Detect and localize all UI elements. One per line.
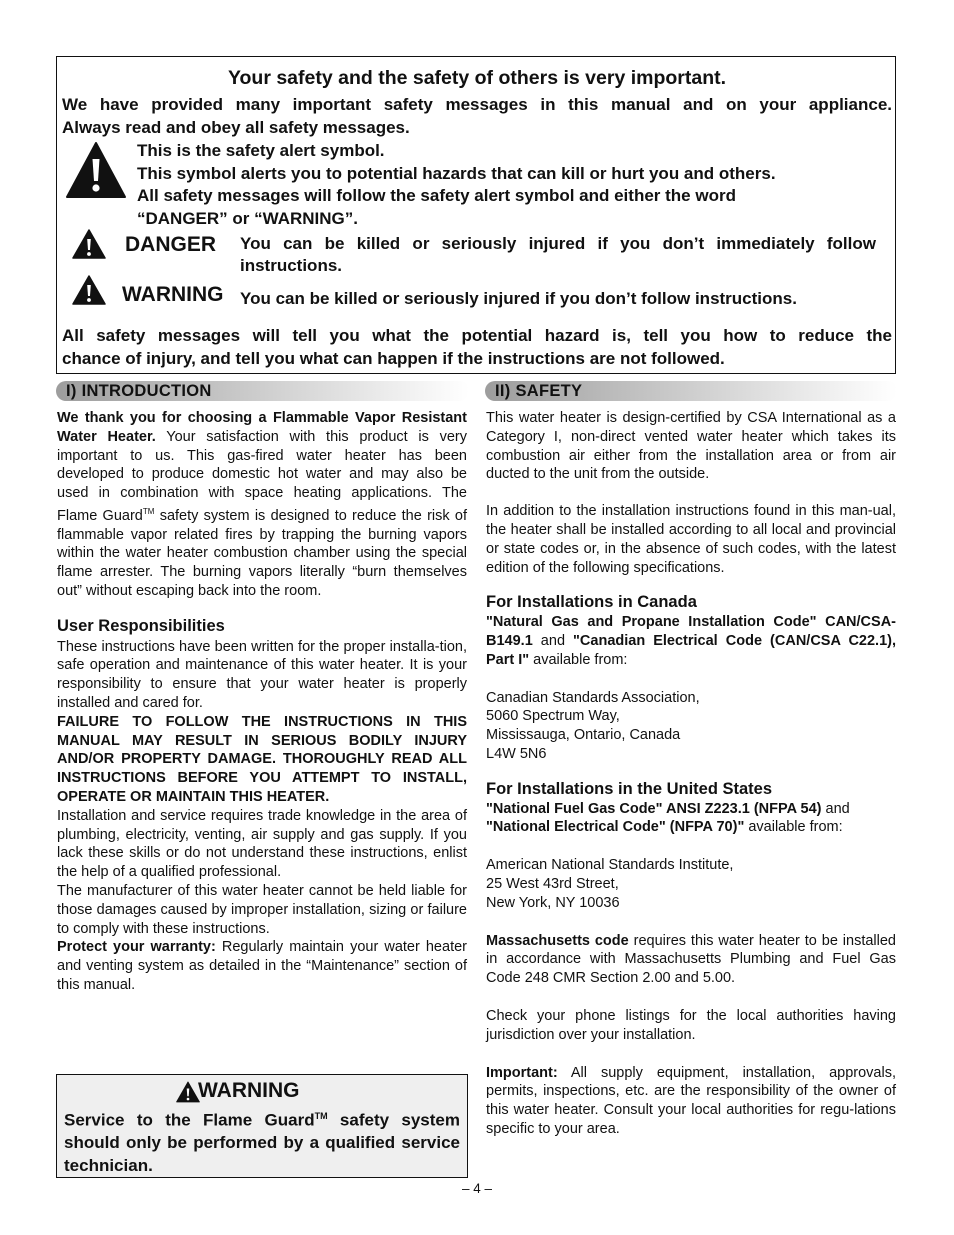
canada-address-line-2: 5060 Spectrum Way,: [486, 708, 620, 725]
introduction-paragraph: [57, 409, 467, 601]
warranty-paragraph: [57, 938, 467, 994]
safety-body: [486, 409, 896, 1139]
canada-address-line-4: L4W 5N6: [486, 745, 547, 762]
warning-signal-word: WARNING: [122, 283, 224, 306]
warning-box-title: WARNING: [198, 1079, 300, 1102]
massachusetts-bold: Massachusetts code: [486, 932, 629, 949]
us-code-1: "National Fuel Gas Code" ANSI Z223.1 (NFPA 54): [486, 800, 822, 817]
safety-paragraph-2: In addition to the installation instructions found in this man-ual, the heater shall be installed according to all local and provincial or state codes or, in the absence of such codes, with the latest edition of the following specifications.: [486, 503, 896, 576]
important-bold: Important:: [486, 1064, 558, 1081]
warranty-bold: Protect your warranty:: [57, 939, 216, 956]
introduction-body: [57, 409, 467, 995]
safety-footer-line-2: chance of injury, and tell you what can happen if the instructions are not followed.: [62, 349, 725, 368]
danger-alert-icon: [72, 229, 106, 259]
page-number: – 4 –: [461, 1181, 493, 1196]
symbol-line-1: This is the safety alert symbol.: [137, 141, 385, 160]
safety-footer-line-1: All safety messages will tell you what the potential hazard is, tell you how to reduce the: [62, 326, 892, 345]
symbol-line-3: All safety messages will follow the safety alert symbol and either the word: [137, 186, 736, 205]
canada-code-1: "Natural Gas and Propane Installation Code" CAN/CSA-B149.1: [486, 614, 896, 649]
warning-body-b: safety system should only be performed by a qualified service technician.: [64, 1110, 460, 1175]
massachusetts-paragraph: [486, 932, 896, 988]
warning-alert-icon: [72, 275, 106, 305]
user-resp-caps-warning: FAILURE TO FOLLOW THE INSTRUCTIONS IN THIS MANUAL MAY RESULT IN SERIOUS BODILY INJURY AND/OR PROPERTY DAMAGE. THOROUGHLY READ ALL INSTRUCTIONS BEFORE YOU ATTEMPT TO INSTALL, OPERATE OR MAINTAIN THIS HEATER.: [57, 713, 467, 805]
user-resp-paragraph-2: Installation and service requires trade knowledge in the area of plumbing, electricity, venting, air supply and gas supply. If you lack these skills or do not understand these instructions, enlist the help of a qualified professional.: [57, 807, 467, 881]
canada-address-line-3: Mississauga, Ontario, Canada: [486, 727, 681, 744]
warning-body-tm: TM: [314, 1111, 328, 1121]
warning-text: You can be killed or seriously injured if you don’t follow instructions.: [240, 289, 797, 308]
canada-code-2: "Canadian Electrical Code (CAN/CSA C22.1), Part I": [486, 632, 896, 668]
important-text: All supply equipment, installation, approvals, permits, inspections, etc. are the responsibility of the owner of this water heater. Consult your local authorities for regu-lations specific to your area.: [486, 1064, 896, 1137]
user-resp-paragraph-1: These instructions have been written for the proper installa-tion, safe operation and maintenance of this water heater. It is your responsibility to ensure that your water heater is properly installed and cared for.: [57, 638, 467, 711]
massachusetts-text: requires this water heater to be installed in accordance with Massachusetts Plumbing and Fuel Gas Code 248 CMR Section 2.00 and 5.00.: [486, 932, 896, 987]
canada-address-line-1: Canadian Standards Association,: [486, 689, 700, 706]
safety-header-label: II) SAFETY: [495, 382, 583, 400]
us-codes: [486, 800, 896, 838]
warning-box-body: [64, 1105, 460, 1177]
safety-header: [485, 381, 897, 401]
canada-and: and: [532, 632, 574, 649]
us-heading: For Installations in the United States: [486, 779, 773, 798]
danger-text-line-2: instructions.: [240, 256, 343, 275]
user-responsibilities-heading: User Responsibilities: [57, 616, 225, 635]
danger-signal-word: DANGER: [125, 233, 217, 256]
safety-box-title: Your safety and the safety of others is very important.: [227, 67, 727, 89]
flame-guard-warning-box: [56, 1074, 468, 1178]
intro-thanks-bold: We thank you for choosing a Flammable Vapor Resistant Water Heater.: [57, 410, 467, 445]
important-paragraph: [486, 1064, 896, 1139]
intro-tm: TM: [142, 506, 155, 516]
warning-body-a: Service to the Flame Guard: [64, 1110, 315, 1130]
danger-text-line-1: You can be killed or seriously injured if you don’t immediately follow: [240, 234, 876, 253]
canada-codes: [486, 613, 896, 669]
safety-intro-line-1: We have provided many important safety messages in this manual and on your appliance.: [62, 95, 892, 114]
introduction-header-label: I) INTRODUCTION: [66, 382, 212, 400]
phone-listings-paragraph: Check your phone listings for the local authorities having jurisdiction over your installation.: [486, 1007, 896, 1043]
safety-intro-line-2: Always read and obey all safety messages.: [62, 118, 410, 137]
us-code-2: "National Electrical Code" (NFPA 70)": [486, 819, 745, 836]
intro-text-a: Your satisfaction with this product is very important to us. This gas-fired water heater has been developed to produce domestic hot water and may also be used in combination with space heating applications. The Flame Guard: [57, 428, 467, 524]
us-and: and: [821, 800, 850, 817]
warning-box-alert-icon: [176, 1081, 200, 1103]
symbol-line-2: This symbol alerts you to potential hazards that can kill or hurt you and others.: [137, 164, 776, 183]
safety-alert-symbol-icon: [65, 141, 127, 199]
safety-paragraph-1: This water heater is design-certified by CSA International as a Category I, non-direct vented water heater which takes its combustion air either from the installation area or from air ducted to the unit from the outside.: [486, 410, 896, 483]
introduction-header: [56, 381, 469, 401]
us-available: available from:: [744, 819, 843, 836]
safety-message-box: [56, 56, 896, 374]
symbol-line-4: “DANGER” or “WARNING”.: [137, 209, 358, 228]
us-address-line-1: American National Standards Institute,: [486, 857, 734, 874]
us-address-line-3: New York, NY 10036: [486, 894, 620, 911]
canada-available: available from:: [529, 651, 628, 668]
canada-heading: For Installations in Canada: [486, 593, 697, 612]
warranty-text: Regularly maintain your water heater and venting system as detailed in the “Maintenance” section of this manual.: [57, 939, 467, 993]
us-address-line-2: 25 West 43rd Street,: [486, 875, 619, 892]
intro-text-b: safety system is designed to reduce the risk of flammable vapor related fires by trapping the burning vapors within the water heater combustion chamber using the special flame arrester. The burning vapors literally “burn themselves out” without escaping back into the room.: [57, 507, 467, 599]
user-resp-paragraph-3: The manufacturer of this water heater cannot be held liable for those damages caused by improper installation, sizing or failure to comply with these instructions.: [57, 882, 467, 937]
